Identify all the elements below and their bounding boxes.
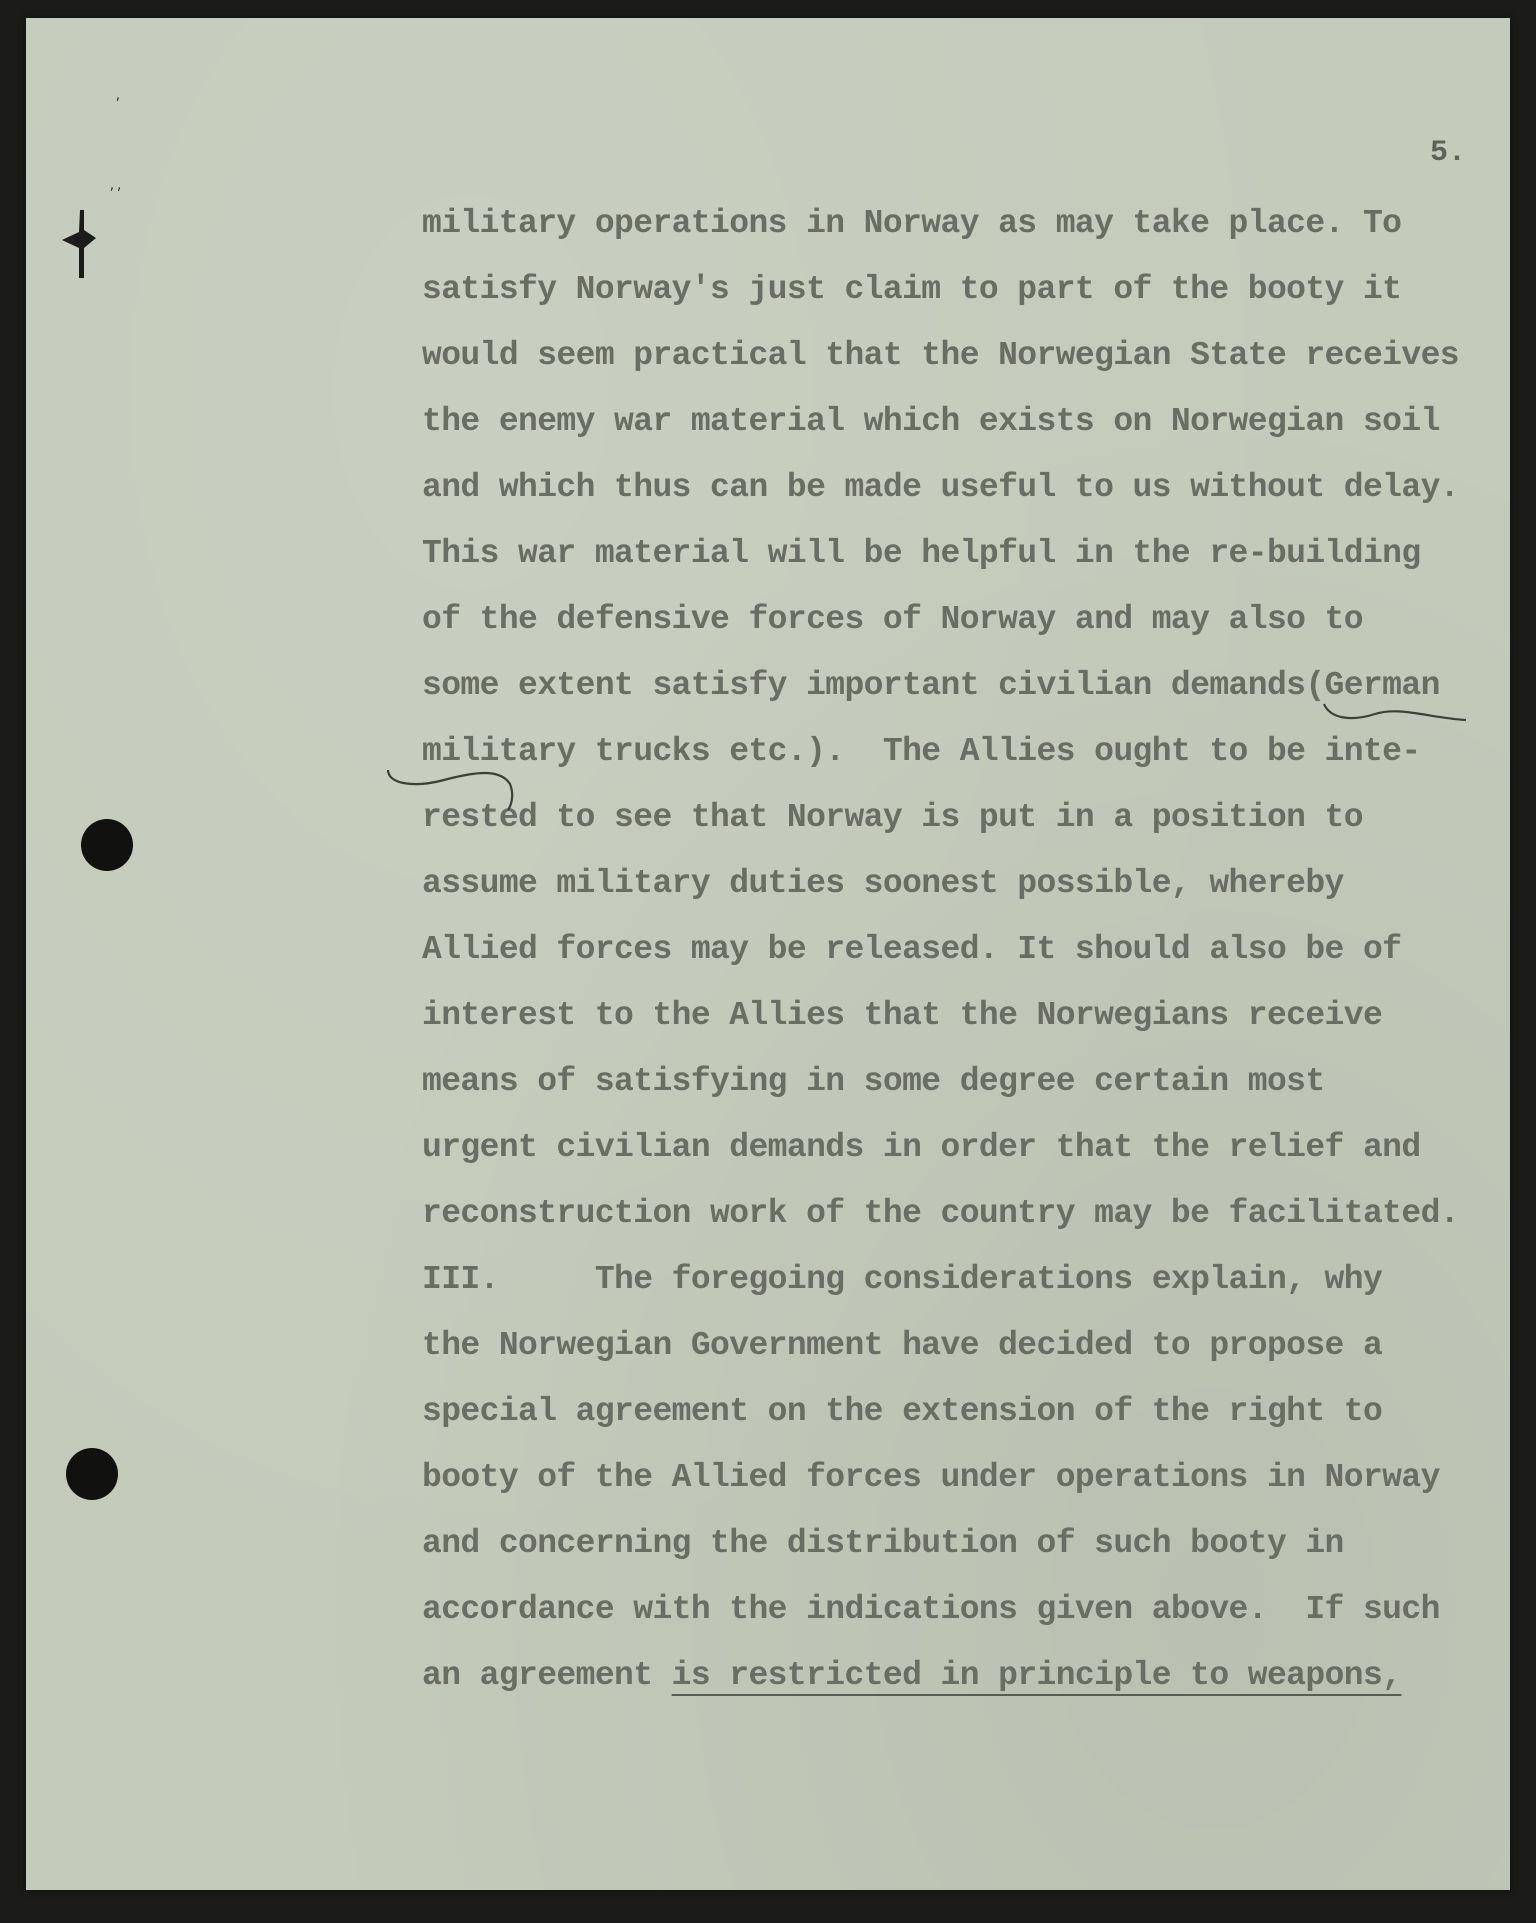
text-line: Allied forces may be released. It should also be of — [422, 931, 1402, 968]
text-line: special agreement on the extension of the right to — [422, 1393, 1383, 1430]
text-line: some extent satisfy important civilian demands(German — [422, 667, 1440, 704]
text-line: This war material will be helpful in the re-building — [422, 535, 1421, 572]
text-line: the enemy war material which exists on Norwegian soil — [422, 403, 1440, 440]
text-segment: an agreement — [422, 1657, 672, 1694]
underlined-phrase: is restricted in principle to weapons, — [671, 1657, 1402, 1694]
text-line: rested to see that Norway is put in a position to — [422, 799, 1363, 836]
text-line: satisfy Norway's just claim to part of the booty it — [422, 271, 1402, 308]
typed-body-text — [422, 202, 1502, 1720]
text-line: of the defensive forces of Norway and may also to — [422, 601, 1363, 638]
text-line: interest to the Allies that the Norwegians receive — [422, 997, 1383, 1034]
text-line: and concerning the distribution of such booty in — [422, 1525, 1344, 1562]
margin-tick-mark: ʼʼ — [108, 186, 123, 200]
punch-hole — [66, 1448, 118, 1500]
punch-hole — [81, 819, 133, 871]
text-line: reconstruction work of the country may be facilitated. — [422, 1195, 1459, 1232]
margin-tick-mark: ʼ — [114, 96, 122, 110]
clip-mark-icon — [60, 208, 100, 280]
text-line: would seem practical that the Norwegian State receives — [422, 337, 1459, 374]
text-line: III. The foregoing considerations explain, why — [422, 1261, 1383, 1298]
text-line: the Norwegian Government have decided to propose a — [422, 1327, 1383, 1364]
document-page — [26, 18, 1510, 1890]
text-line: accordance with the indications given above. If such — [422, 1591, 1440, 1628]
text-line: military trucks etc.). The Allies ought to be inte- — [422, 733, 1421, 770]
text-line: military operations in Norway as may take place. To — [422, 205, 1402, 242]
text-line: booty of the Allied forces under operations in Norway — [422, 1459, 1440, 1496]
page-number: 5. — [1430, 136, 1467, 170]
text-line: urgent civilian demands in order that the relief and — [422, 1129, 1421, 1166]
text-line-last — [422, 1654, 1502, 1720]
text-line: assume military duties soonest possible, whereby — [422, 865, 1344, 902]
text-line: means of satisfying in some degree certain most — [422, 1063, 1325, 1100]
text-line: and which thus can be made useful to us without delay. — [422, 469, 1459, 506]
